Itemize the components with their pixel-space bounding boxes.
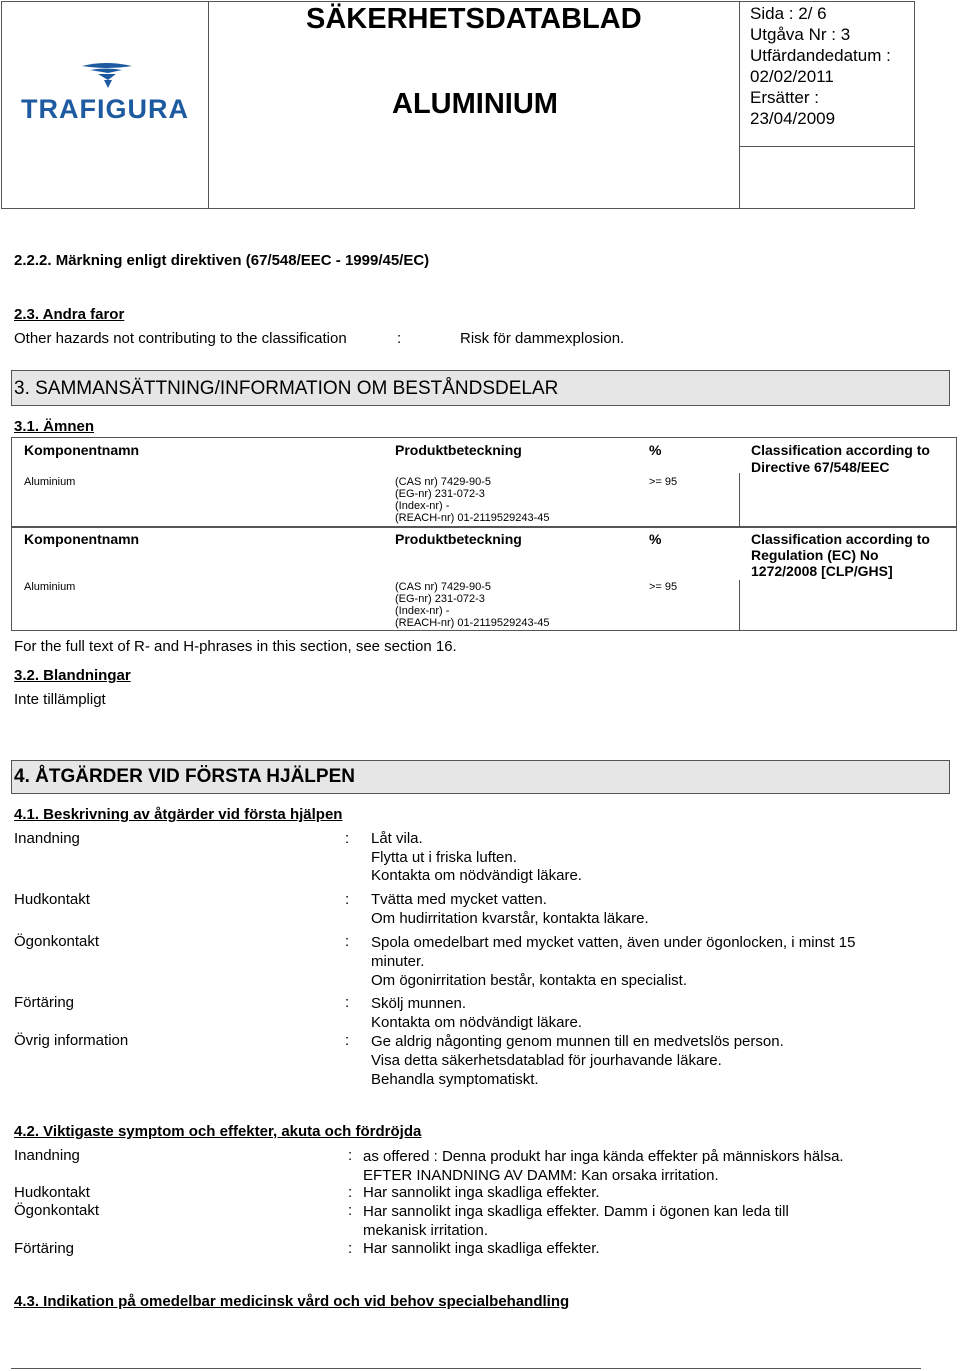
row41-ogon-line: Spola omedelbart med mycket vatten, även under ögonlocken, i minst 15	[371, 934, 856, 951]
row41-inandning-text	[371, 830, 582, 886]
section-4-title: 4. ÅTGÄRDER VID FÖRSTA HJÄLPEN	[14, 766, 355, 787]
row41-ovrig-colon: :	[345, 1032, 350, 1049]
row41-inandning-line: Låt vila.	[371, 830, 423, 847]
row41-hud-line: Om hudirritation kvarstår, kontakta läkare.	[371, 909, 649, 927]
row42-ogon-text	[363, 1202, 789, 1240]
row41-fortaring-colon: :	[345, 994, 350, 1011]
table2-index: (Index-nr) -	[395, 605, 450, 617]
table1-divider	[739, 473, 740, 527]
row41-ovrig-text	[371, 1032, 784, 1089]
table1-col-pct: %	[649, 442, 662, 458]
table2-percent: >= 95	[649, 581, 678, 593]
heading-2-3: 2.3. Andra faror	[14, 306, 125, 323]
table2-identifiers	[395, 581, 550, 629]
table2-col-class-b: Regulation (EC) No	[751, 547, 879, 563]
heading-3-2: 3.2. Blandningar	[14, 667, 131, 684]
table2-col-id: Produktbeteckning	[395, 531, 522, 547]
table1-reach: (REACH-nr) 01-2119529243-45	[395, 512, 550, 524]
table1-col-name: Komponentnamn	[24, 442, 140, 458]
table2-col-class-a: Classification according to	[751, 531, 930, 547]
mixtures-text: Inte tillämpligt	[14, 691, 106, 708]
row42-inandning-text	[363, 1147, 844, 1185]
row41-fortaring-label: Förtäring	[14, 994, 75, 1011]
row42-hud-text: Har sannolikt inga skadliga effekter.	[363, 1184, 600, 1201]
replaces-date: 23/04/2009	[750, 109, 836, 128]
row42-ogon-colon: :	[348, 1202, 353, 1219]
document-title: SÄKERHETSDATABLAD	[306, 3, 642, 35]
table2-col-class-c: 1272/2008 [CLP/GHS]	[751, 563, 893, 579]
page-number: Sida : 2/ 6	[750, 4, 827, 23]
row42-fortaring-colon: :	[348, 1240, 353, 1257]
row42-hud-label: Hudkontakt	[14, 1184, 90, 1201]
table2-reach: (REACH-nr) 01-2119529243-45	[395, 617, 550, 629]
row42-ogon-label: Ögonkontakt	[14, 1202, 100, 1219]
table1-index: (Index-nr) -	[395, 500, 450, 512]
row41-ovrig-line: Visa detta säkerhetsdatablad för jourhavande läkare.	[371, 1052, 722, 1069]
row41-fortaring-line: Kontakta om nödvändigt läkare.	[371, 1014, 582, 1031]
row42-ogon-line: Har sannolikt inga skadliga effekter. Damm i ögonen kan leda till	[363, 1203, 789, 1220]
row41-fortaring-text	[371, 994, 582, 1032]
row42-ogon-line: mekanisk irritation.	[363, 1222, 489, 1239]
row41-ogon-colon: :	[345, 933, 350, 950]
header-meta	[750, 3, 914, 129]
footer-rule	[11, 1368, 921, 1369]
row41-inandning-colon: :	[345, 830, 350, 847]
table1-identifiers	[395, 476, 550, 524]
table1-cas: (CAS nr) 7429-90-5	[395, 476, 491, 488]
row41-hud-text	[371, 891, 649, 928]
section-3-title: 3. SAMMANSÄTTNING/INFORMATION OM BESTÅNDSDELAR	[14, 378, 559, 399]
issue-date-label: Utfärdandedatum :	[750, 46, 891, 65]
header-meta-bottom-cell	[739, 146, 915, 209]
trafigura-logo	[20, 58, 190, 128]
row41-ogon-label: Ögonkontakt	[14, 933, 100, 950]
row42-fortaring-label: Förtäring	[14, 1240, 75, 1257]
table1-percent: >= 95	[649, 476, 678, 488]
table1-component-name: Aluminium	[24, 476, 76, 488]
full-text-note: For the full text of R- and H-phrases in this section, see section 16.	[14, 638, 457, 655]
table1-col-class-b: Directive 67/548/EEC	[751, 459, 890, 475]
row41-inandning-line: Flytta ut i friska luften.	[371, 848, 517, 866]
table2-eg: (EG-nr) 231-072-3	[395, 593, 485, 605]
other-hazards-label: Other hazards not contributing to the classification	[14, 330, 347, 347]
row42-inandning-line: as offered : Denna produkt har inga kända effekter på människors hälsa.	[363, 1148, 844, 1165]
table1-eg: (EG-nr) 231-072-3	[395, 488, 485, 500]
table2-cas: (CAS nr) 7429-90-5	[395, 581, 491, 593]
row42-hud-colon: :	[348, 1184, 353, 1201]
table2-component-name: Aluminium	[24, 581, 76, 593]
row42-inandning-colon: :	[348, 1147, 353, 1164]
other-hazards-colon: :	[397, 330, 402, 347]
heading-4-3: 4.3. Indikation på omedelbar medicinsk vård och vid behov specialbehandling	[14, 1293, 570, 1310]
heading-2-2-2: 2.2.2. Märkning enligt direktiven (67/548/EEC - 1999/45/EC)	[14, 252, 430, 269]
table2-divider	[739, 580, 740, 631]
row41-hud-label: Hudkontakt	[14, 891, 90, 908]
heading-4-2: 4.2. Viktigaste symptom och effekter, akuta och fördröjda	[14, 1123, 422, 1140]
row42-inandning-line: EFTER INANDNING AV DAMM: Kan orsaka irritation.	[363, 1167, 719, 1184]
row41-fortaring-line: Skölj munnen.	[371, 995, 467, 1012]
row42-inandning-label: Inandning	[14, 1147, 80, 1164]
row41-inandning-line: Kontakta om nödvändigt läkare.	[371, 867, 582, 884]
row41-ovrig-label: Övrig information	[14, 1032, 129, 1049]
product-name: ALUMINIUM	[392, 88, 558, 120]
version-number: Utgåva Nr : 3	[750, 25, 851, 44]
issue-date: 02/02/2011	[750, 67, 834, 86]
row41-ogon-text	[371, 933, 855, 990]
table1-col-class-a: Classification according to	[751, 442, 930, 458]
table1-col-id: Produktbeteckning	[395, 442, 522, 458]
heading-3-1: 3.1. Ämnen	[14, 418, 95, 435]
table2-col-pct: %	[649, 531, 662, 547]
row41-ovrig-line: Ge aldrig någonting genom munnen till en medvetslös person.	[371, 1033, 784, 1050]
other-hazards-value: Risk för dammexplosion.	[460, 330, 625, 347]
logo-text: TRAFIGURA	[21, 94, 189, 124]
row41-ogon-line: Om ögonirritation består, kontakta en specialist.	[371, 972, 687, 989]
row41-inandning-label: Inandning	[14, 830, 80, 847]
replaces-label: Ersätter :	[750, 88, 819, 107]
row41-ogon-line: minuter.	[371, 953, 425, 970]
row41-hud-colon: :	[345, 891, 350, 908]
heading-4-1: 4.1. Beskrivning av åtgärder vid första hjälpen	[14, 806, 343, 823]
row41-ovrig-line: Behandla symptomatiskt.	[371, 1071, 539, 1088]
row41-hud-line: Tvätta med mycket vatten.	[371, 891, 547, 908]
table2-col-name: Komponentnamn	[24, 531, 140, 547]
row42-fortaring-text: Har sannolikt inga skadliga effekter.	[363, 1240, 600, 1257]
